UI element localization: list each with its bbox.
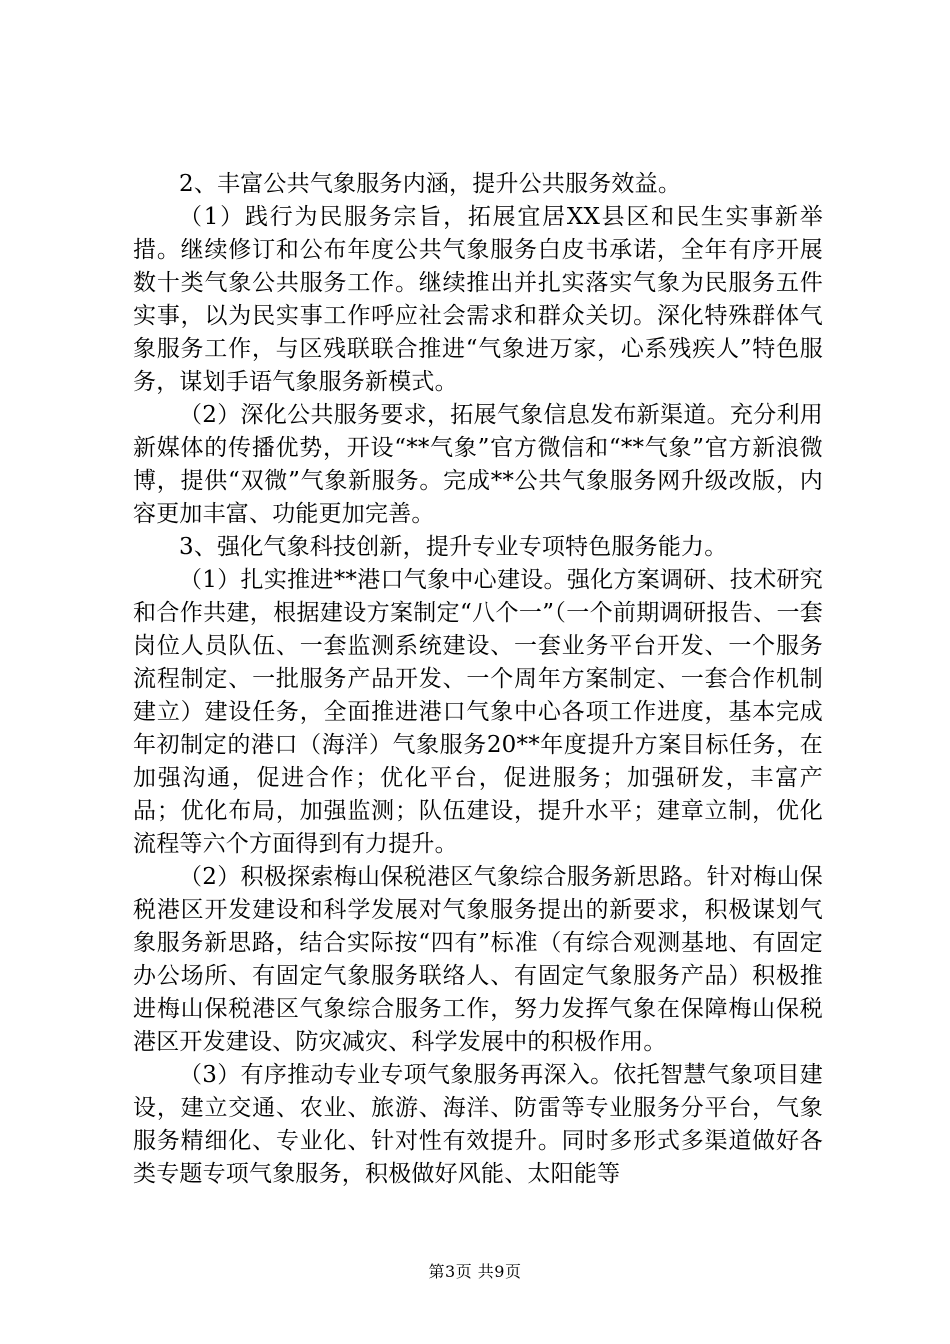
section-heading-3: 3、强化气象科技创新，提升专业专项特色服务能力。	[179, 534, 728, 560]
paragraph-3-3: （3）有序推动专业专项气象服务再深入。依托智慧气象项目建设，建立交通、农业、旅游、海洋、防雷等专业服务分平台，气象服务精细化、专业化、针对性有效提升。同时多形式多渠道做好各类专题专项气象服务，积极做好风能、太阳能等	[133, 1062, 823, 1187]
paragraph-2-2: （2）深化公共服务要求，拓展气象信息发布新渠道。充分利用新媒体的传播优势，开设“**气象”官方微信和“**气象”官方新浪微博，提供“双微”气象新服务。完成**公共气象服务网升级改版，内容更加丰富、功能更加完善。	[133, 402, 823, 527]
page-number-footer: 第3页 共9页	[428, 1262, 522, 1281]
paragraph-3-2: （2）积极探索梅山保税港区气象综合服务新思路。针对梅山保税港区开发建设和科学发展对气象服务提出的新要求，积极谋划气象服务新思路，结合实际按“四有”标准（有综合观测基地、有固定办公场所、有固定气象服务联络人、有固定气象服务产品）积极推进梅山保税港区气象综合服务工作，努力发挥气象在保障梅山保税港区开发建设、防灾减灾、科学发展中的积极作用。	[133, 864, 823, 1055]
document-body	[133, 168, 823, 1191]
paragraph-3-1: （1）扎实推进**港口气象中心建设。强化方案调研、技术研究和合作共建，根据建设方案制定“八个一”（一个前期调研报告、一套岗位人员队伍、一套监测系统建设、一套业务平台开发、一个服务流程制定、一批服务产品开发、一个周年方案制定、一套合作机制建立）建设任务，全面推进港口气象中心各项工作进度，基本完成年初制定的港口（海洋）气象服务20**年度提升方案目标任务，在加强沟通，促进合作；优化平台，促进服务；加强研发，丰富产品；优化布局，加强监测；队伍建设，提升水平；建章立制，优化流程等六个方面得到有力提升。	[133, 567, 823, 857]
section-heading-2: 2、丰富公共气象服务内涵，提升公共服务效益。	[179, 171, 682, 197]
paragraph-2-1: （1）践行为民服务宗旨，拓展宜居XX县区和民生实事新举措。继续修订和公布年度公共气象服务白皮书承诺，全年有序开展数十类气象公共服务工作。继续推出并扎实落实气象为民服务五件实事，以为民实事工作呼应社会需求和群众关切。深化特殊群体气象服务工作，与区残联联合推进“气象进万家，心系残疾人”特色服务，谋划手语气象服务新模式。	[133, 204, 823, 395]
